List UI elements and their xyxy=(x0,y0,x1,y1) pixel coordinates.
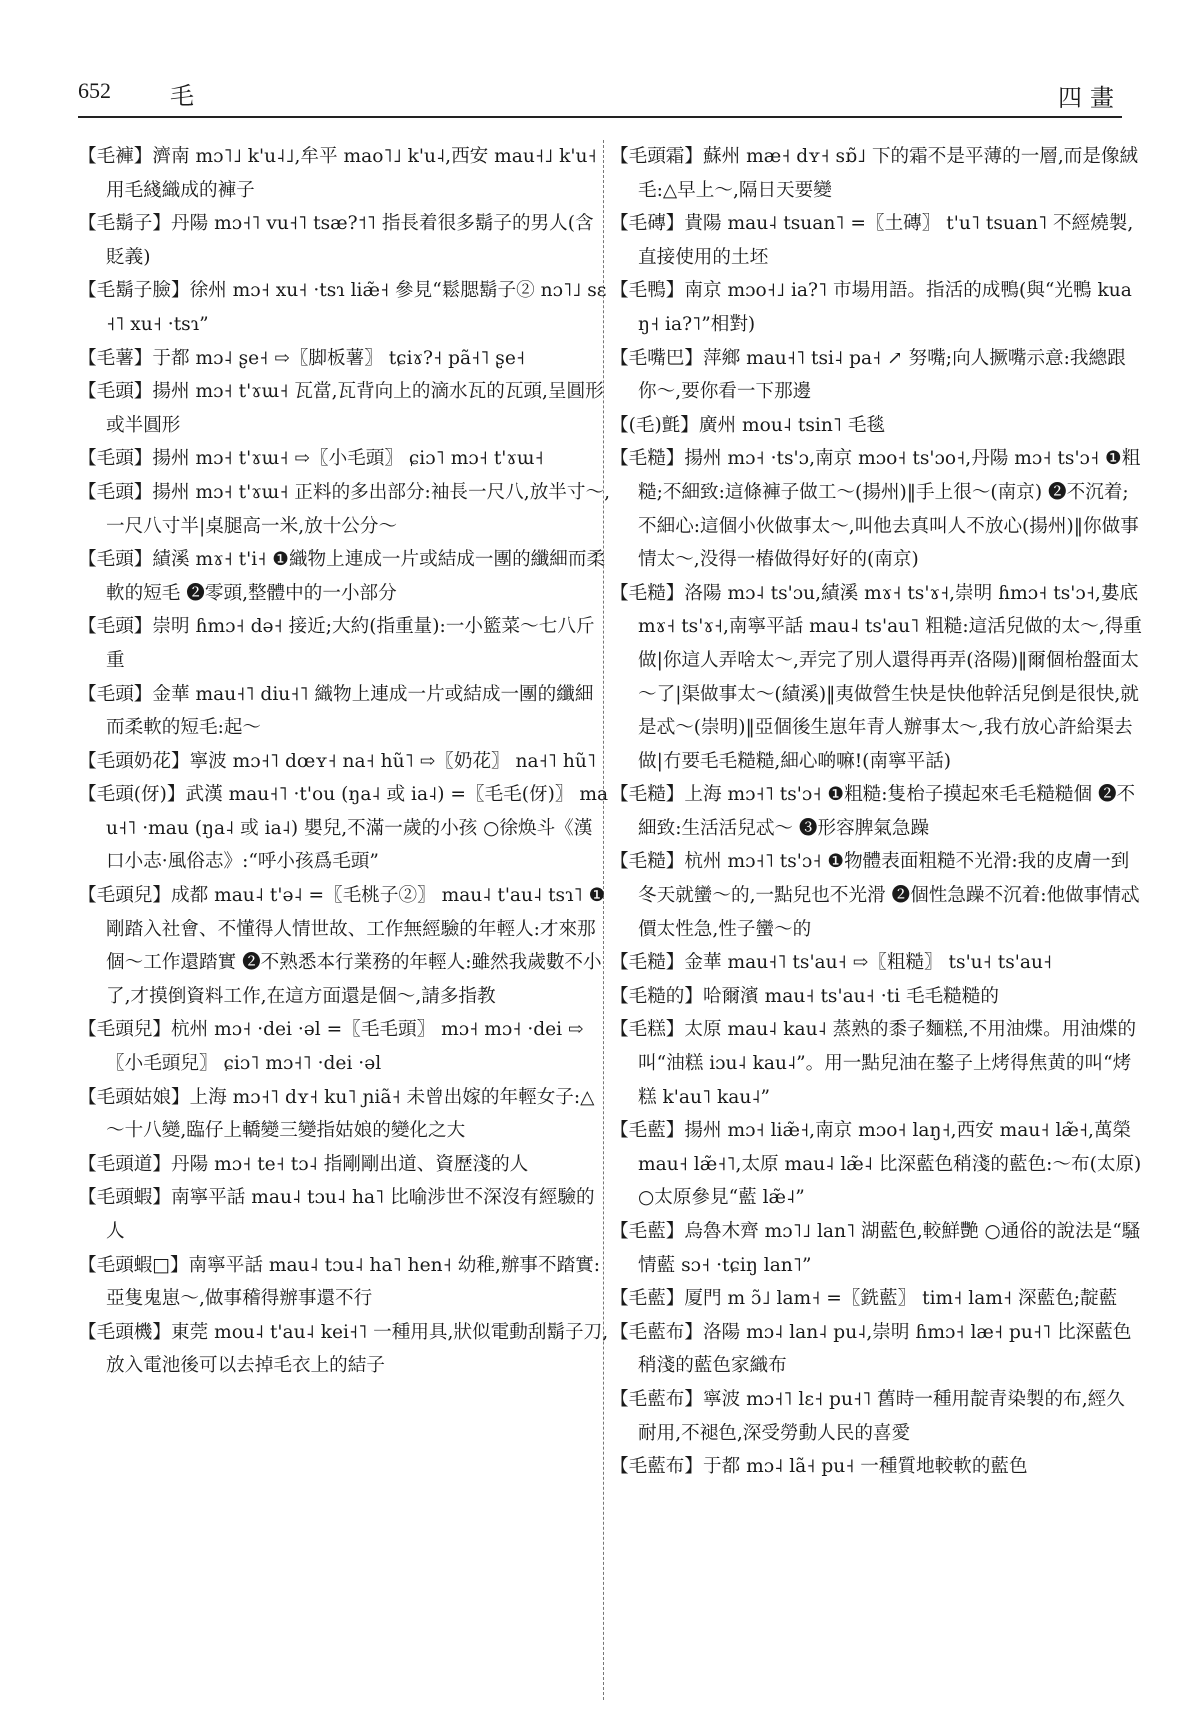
dictionary-entry xyxy=(78,375,610,442)
page-header xyxy=(78,78,1122,118)
dictionary-entry xyxy=(78,879,610,1013)
entry-definition: 揚州 mɔ˧ liæ̃˧,南京 mɔo˧ laŋ˧,西安 mau˧ læ̃˧,萬榮 mau˧ læ̃˧˥,太原 mau˨ læ̃˨ 比深藍色稍淺的藍色:～布(太原) ○太原參見“藍 læ̃˨” xyxy=(638,1120,1142,1209)
dictionary-entry xyxy=(610,1282,1142,1316)
page-number: 652 xyxy=(78,78,111,103)
dictionary-entry xyxy=(78,1148,610,1182)
entry-definition: 哈爾濱 mau˧ ts'au˧ ·ti 毛毛糙糙的 xyxy=(702,985,999,1007)
entry-headword: 【毛糙】 xyxy=(610,784,685,806)
entry-definition: 丹陽 mɔ˧ te˧ tɔ˨ 指剛剛出道、資歷淺的人 xyxy=(170,1153,529,1175)
entry-headword: 【毛頭蝦】 xyxy=(78,1187,171,1209)
entry-headword: 【毛糙】 xyxy=(610,448,685,470)
entry-headword: 【毛頭】 xyxy=(78,616,153,638)
entry-headword: 【毛鬍子】 xyxy=(78,213,171,235)
entry-definition: 揚州 mɔ˧ t'ɤɯ˧ 正料的多出部分:袖長一尺八,放半寸～,一尺八寸半|桌腿高一米,放十公分～ xyxy=(106,481,610,537)
entry-headword: 【毛藍】 xyxy=(610,1120,685,1142)
entry-headword: 【毛薯】 xyxy=(78,347,153,369)
entry-headword: 【(毛)氈】 xyxy=(610,414,699,436)
entry-headword: 【毛糙】 xyxy=(610,952,685,974)
entry-headword: 【毛藍】 xyxy=(610,1221,685,1242)
dictionary-entry xyxy=(610,1450,1142,1484)
entry-headword: 【毛褲】 xyxy=(78,146,153,167)
entry-headword: 【毛嘴巴】 xyxy=(610,347,703,369)
entry-definition: 萍鄉 mau˧˥ tsi˨ pa˧ ↗ 努嘴;向人撅嘴示意:我總跟你～,要你看一下那邊 xyxy=(638,347,1126,403)
entry-headword: 【毛頭蝦□】 xyxy=(78,1254,189,1276)
dictionary-entry xyxy=(78,274,610,341)
entry-definition: 揚州 mɔ˧ t'ɤɯ˧ ⇨〖小毛頭〗 ɕiɔ˥ mɔ˧ t'ɤɯ˧ xyxy=(152,448,544,470)
left-column xyxy=(78,140,610,1383)
dictionary-entry xyxy=(610,845,1142,946)
dictionary-entry xyxy=(78,1249,610,1316)
entry-headword: 【毛糙】 xyxy=(610,851,685,873)
entry-definition: 東莞 mou˨ t'au˨ kei˧˥ 一種用具,狀似電動刮鬍子刀,放入電池後可以去掉毛衣上的結子 xyxy=(106,1321,609,1377)
entry-headword: 【毛藍布】 xyxy=(610,1388,703,1410)
entry-definition: 南京 mɔo˧˩ ia?˥ 市場用語。指活的成鴨(與“光鴨 kuaŋ˧ ia?˥”相對) xyxy=(638,280,1132,335)
dictionary-entry xyxy=(610,946,1142,980)
entry-headword: 【毛頭兒】 xyxy=(78,1019,171,1041)
entry-headword: 【毛藍】 xyxy=(610,1288,685,1310)
dictionary-entry xyxy=(610,778,1142,845)
dictionary-entry xyxy=(610,1013,1142,1114)
entry-definition: 貴陽 mau˨ tsuan˥ =〖土磚〗 t'u˥ tsuan˥ 不經燒製,直接使用的土坯 xyxy=(638,213,1134,268)
entry-headword: 【毛頭道】 xyxy=(78,1153,171,1175)
dictionary-entry xyxy=(78,1013,610,1080)
dictionary-entry xyxy=(78,140,610,207)
entry-definition: 南寧平話 mau˨ tɔu˨ ha˥ hen˧ 幼稚,辦事不踏實:亞隻鬼崽～,做事稽得辦事還不行 xyxy=(106,1254,601,1310)
entry-headword: 【毛鬍子臉】 xyxy=(78,280,190,302)
entry-definition: 濟南 mɔ˥˩ k'u˨˩,牟平 mao˥˩ k'u˨,西安 mau˧˩ k'u˧ 用毛綫織成的褲子 xyxy=(106,146,597,201)
header-rule xyxy=(78,116,1122,118)
entry-definition: 崇明 ɦmɔ˧ də˧ 接近;大約(指重量):一小籃菜～七八斤重 xyxy=(106,616,595,671)
dictionary-entry xyxy=(78,1081,610,1148)
entry-headword: 【毛頭】 xyxy=(78,381,153,403)
entry-definition: 績溪 mɤ˧ t'i˧ ❶織物上連成一片或結成一團的纖細而柔軟的短毛 ❷零頭,整體中的一小部分 xyxy=(106,549,606,604)
entry-definition: 上海 mɔ˧˥ ts'ɔ˧ ❶粗糙:隻枱子摸起來毛毛糙糙個 ❷不細致:生活活兒忒～ ❸形容脾氣急躁 xyxy=(638,784,1136,839)
dictionary-entry xyxy=(78,778,610,879)
entry-definition: 丹陽 mɔ˧˥ vu˧˥ tsæ?˦˥ 指長着很多鬍子的男人(含貶義) xyxy=(106,213,594,268)
entry-definition: 徐州 mɔ˧ xu˧ ·tsɿ liæ̃˧ 參見“鬆腮鬍子② nɔ˥˩ sɛ˧˥ xu˧ ·tsɿ” xyxy=(106,280,607,335)
entry-headword: 【毛頭(伢)】 xyxy=(78,784,186,806)
entry-definition: 廣州 mou˨ tsin˥ 毛毯 xyxy=(698,414,886,436)
entry-definition: 武漢 mau˧˥ ·t'ou (ŋa˨ 或 ia˨) =〖毛毛(伢)〗 mau˧˥ ·mau (ŋa˨ 或 ia˨) 嬰兒,不滿一歲的小孩 ○徐焕斗《漢口小志·風俗志》:“呼小孩爲毛頭” xyxy=(106,784,609,873)
entry-headword: 【毛頭】 xyxy=(78,448,153,470)
dictionary-entry xyxy=(78,745,610,779)
entry-definition: 金華 mau˧˥ ts'au˧ ⇨〖粗糙〗 ts'u˧ ts'au˧ xyxy=(684,952,1053,974)
section-title: 四畫 xyxy=(1058,84,1122,112)
right-column xyxy=(610,140,1142,1484)
entry-definition: 杭州 mɔ˧˥ ts'ɔ˧ ❶物體表面粗糙不光滑:我的皮膚一到冬天就蠻～的,一點兒也不光滑 ❷個性急躁不沉着:他做事情忒價太性急,性子蠻～的 xyxy=(638,851,1140,940)
dictionary-entry xyxy=(610,577,1142,779)
entry-headword: 【毛藍布】 xyxy=(610,1321,703,1343)
dictionary-entry xyxy=(78,342,610,376)
entry-definition: 洛陽 mɔ˨ lan˨ pu˨,崇明 ɦmɔ˧ læ˧ pu˧˥ 比深藍色稍淺的藍色家織布 xyxy=(638,1321,1132,1377)
dictionary-entry xyxy=(610,274,1142,341)
dictionary-entry xyxy=(78,1316,610,1383)
entry-headword: 【毛頭霜】 xyxy=(610,146,703,167)
dictionary-entry xyxy=(78,442,610,476)
dictionary-entry xyxy=(78,543,610,610)
dictionary-entry xyxy=(610,980,1142,1014)
entry-definition: 洛陽 mɔ˨ ts'ɔu,績溪 mɤ˧ ts'ɤ˧,崇明 ɦmɔ˧ ts'ɔ˧,婁底 mɤ˧ ts'ɤ˧,南寧平話 mau˨ ts'au˥ 粗糙:這活兒做的太～,得重做|你這人弄啥太～,弄完了別人還得再弄(洛陽)‖爾個枱盤面太～了|渠做事太～(績溪)‖夷做營生快是快他幹活兒倒是很快,就是忒～(崇明)‖亞個後生崽年青人辦事太～,我冇放心許給渠去做|冇要毛毛糙糙,細心啲嘛!(南寧平話) xyxy=(638,582,1142,772)
entry-headword: 【毛頭機】 xyxy=(78,1321,171,1343)
entry-headword: 【毛藍布】 xyxy=(610,1456,703,1478)
entry-definition: 南寧平話 mau˨ tɔu˨ ha˥ 比喻涉世不深沒有經驗的人 xyxy=(106,1187,595,1242)
entry-definition: 金華 mau˧˥ diu˧˥ 織物上連成一片或結成一團的纖細而柔軟的短毛:起～ xyxy=(106,683,594,739)
entry-definition: 揚州 mɔ˧ t'ɤɯ˧ 瓦當,瓦背向上的滴水瓦的瓦頭,呈圓形或半圓形 xyxy=(106,381,604,436)
dictionary-entry xyxy=(78,610,610,677)
entry-definition: 于都 mɔ˨ ʂe˧ ⇨〖脚板薯〗 tɕiɤ?˧ pã˧˥ ʂe˧ xyxy=(152,347,526,369)
entry-definition: 蘇州 mæ˧ dʏ˧ sɒ̃˩ 下的霜不是平薄的一層,而是像絨毛:△早上～,隔日天要變 xyxy=(638,146,1139,201)
entry-headword: 【毛磚】 xyxy=(610,213,685,235)
entry-definition: 上海 mɔ˧˥ dʏ˧ ku˥ ɲiã˧ 未曾出嫁的年輕女子:△～十八變,臨仔上轎變三變指姑娘的變化之大 xyxy=(106,1086,595,1142)
dictionary-entry xyxy=(610,207,1142,274)
entry-headword: 【毛頭兒】 xyxy=(78,885,171,907)
entry-definition: 厦門 m ɔ̃˩ lam˧ =〖銑藍〗 tim˧ lam˧ 深藍色;靛藍 xyxy=(684,1288,1118,1310)
entry-headword: 【毛糕】 xyxy=(610,1019,685,1041)
dictionary-entry xyxy=(610,342,1142,409)
entry-definition: 烏魯木齊 mɔ˥˩ lan˥ 湖藍色,較鮮艷 ○通俗的說法是“騷情藍 sɔ˧ ·tɕiŋ lan˥” xyxy=(638,1221,1141,1276)
entry-headword: 【毛頭】 xyxy=(78,549,153,571)
dictionary-entry xyxy=(610,409,1142,443)
entry-definition: 揚州 mɔ˧ ·ts'ɔ,南京 mɔo˧ ts'ɔo˧,丹陽 mɔ˧ ts'ɔ˧ ❶粗糙;不細致:這條褲子做工～(揚州)‖手上很～(南京) ❷不沉着;不細心:這個小伙做事太～,叫他去真叫人不放心(揚州)‖你做事情太～,没得一樁做得好好的(南京) xyxy=(638,448,1141,571)
entry-headword: 【毛糙】 xyxy=(610,582,685,604)
entry-headword: 【毛頭】 xyxy=(78,683,153,705)
entry-definition: 杭州 mɔ˧ ·dei ·əl =〖毛毛頭〗 mɔ˧ mɔ˧ ·dei ⇨〖小毛頭兒〗 ɕiɔ˥ mɔ˧˥ ·dei ·əl xyxy=(106,1019,584,1075)
dictionary-entry xyxy=(610,1215,1142,1282)
dictionary-entry xyxy=(78,207,610,274)
entry-headword: 【毛頭奶花】 xyxy=(78,750,190,772)
entry-definition: 成都 mau˨ t'ə˨ =〖毛桃子②〗 mau˨ t'au˨ tsɿ˥ ❶剛踏入社會、不懂得人情世故、工作無經驗的年輕人:才來那個～工作還踏實 ❷不熟悉本行業務的年輕人:雖然我歲數不小了,才摸倒資料工作,在這方面還是個～,請多指教 xyxy=(106,885,606,1007)
dictionary-entry xyxy=(78,678,610,745)
entry-headword: 【毛頭姑娘】 xyxy=(78,1086,190,1108)
dictionary-entry xyxy=(610,140,1142,207)
dictionary-entry xyxy=(78,476,610,543)
head-character: 毛 xyxy=(170,82,194,110)
entry-definition: 太原 mau˨ kau˨ 蒸熟的黍子麵糕,不用油煠。用油煠的叫“油糕 iɔu˨ kau˨”。用一點兒油在鏊子上烤得焦黄的叫“烤糕 k'au˥ kau˨” xyxy=(638,1019,1137,1108)
dictionary-entry xyxy=(610,442,1142,576)
entry-headword: 【毛糙的】 xyxy=(610,985,703,1007)
dictionary-entry xyxy=(610,1383,1142,1450)
entry-definition: 寧波 mɔ˧˥ dœʏ˧ na˧ hũ˥ ⇨〖奶花〗 na˧˥ hũ˥ xyxy=(189,750,596,772)
entry-definition: 寧波 mɔ˧˥ lɛ˧ pu˧˥ 舊時一種用靛青染製的布,經久耐用,不褪色,深受勞動人民的喜愛 xyxy=(638,1388,1125,1444)
dictionary-entry xyxy=(610,1114,1142,1215)
entry-headword: 【毛鴨】 xyxy=(610,280,685,302)
dictionary-entry xyxy=(78,1181,610,1248)
entry-headword: 【毛頭】 xyxy=(78,481,153,503)
dictionary-entry xyxy=(610,1316,1142,1383)
entry-definition: 于都 mɔ˨ lã˧ pu˧ 一種質地較軟的藍色 xyxy=(702,1456,1028,1478)
